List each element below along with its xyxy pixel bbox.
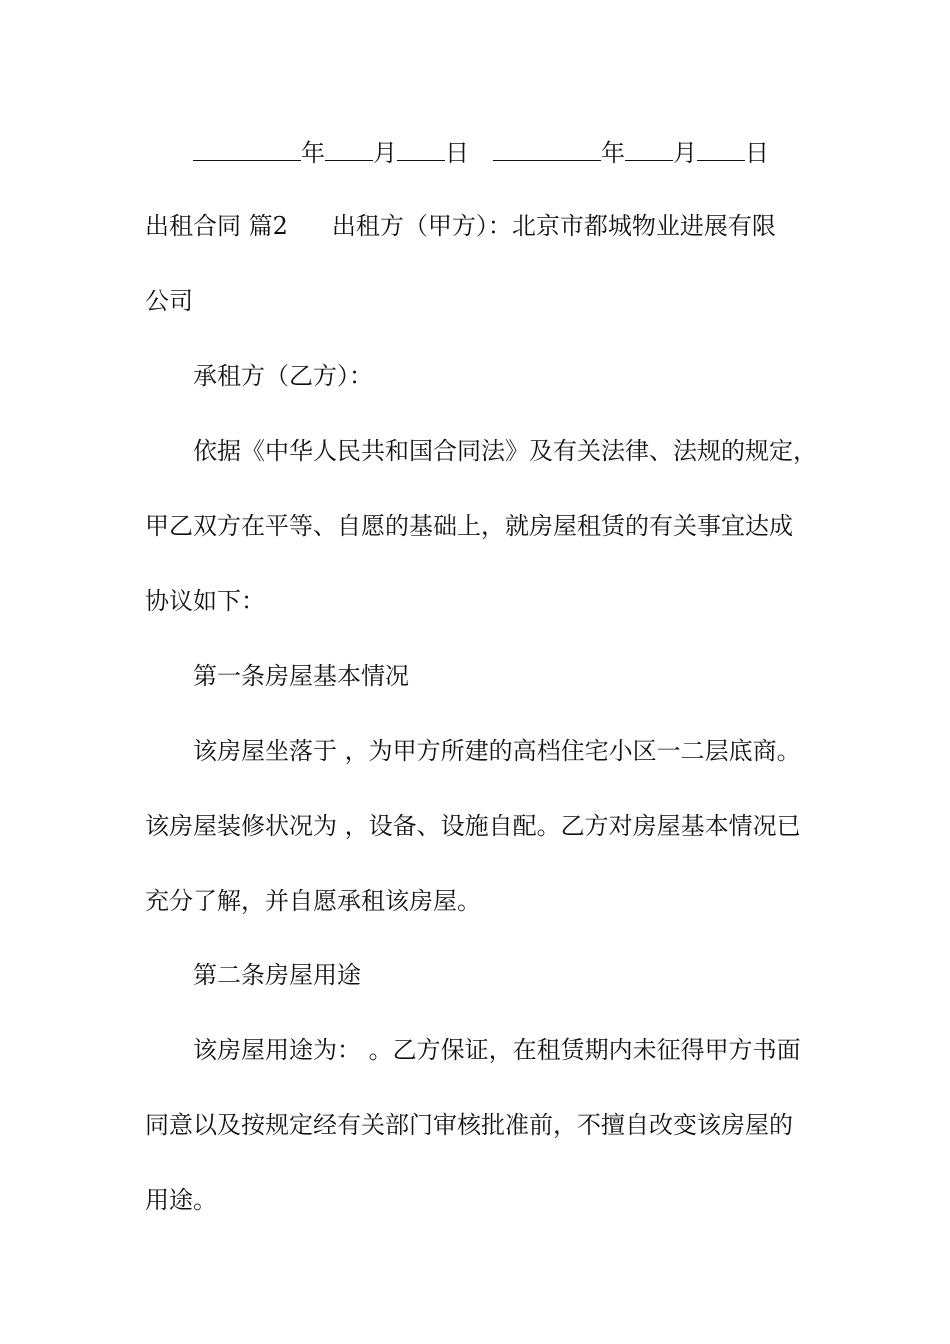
paragraph-line: 同意以及按规定经有关部门审核批准前，不擅自改变该房屋的 bbox=[145, 1111, 793, 1139]
paragraph-line: 该房屋用途为： 。乙方保证，在租赁期内未征得甲方书面 bbox=[193, 1036, 801, 1064]
year-blank-1 bbox=[193, 138, 301, 161]
day-label-2: 日 bbox=[745, 139, 769, 167]
paragraph-line: 依据《中华人民共和国合同法》及有关法律、法规的规定， bbox=[193, 437, 817, 465]
month-blank-2 bbox=[625, 138, 673, 161]
contract-title: 出租合同 篇2 bbox=[145, 212, 288, 240]
day-blank-1 bbox=[397, 138, 445, 161]
lessee-label: 承租方（乙方）： bbox=[193, 362, 373, 390]
year-label-1: 年 bbox=[301, 139, 325, 167]
contract-heading-line bbox=[145, 211, 825, 241]
month-label-2: 月 bbox=[673, 139, 697, 167]
paragraph-line: 协议如下： bbox=[145, 587, 265, 615]
paragraph-line: 用途。 bbox=[145, 1186, 217, 1214]
day-label-1: 日 bbox=[445, 139, 469, 167]
year-label-2: 年 bbox=[601, 139, 625, 167]
article-1-heading: 第一条房屋基本情况 bbox=[193, 662, 409, 690]
month-label-1: 月 bbox=[373, 139, 397, 167]
year-blank-2 bbox=[493, 138, 601, 161]
paragraph-line: 甲乙双方在平等、自愿的基础上，就房屋租赁的有关事宜达成 bbox=[145, 512, 793, 540]
day-blank-2 bbox=[697, 138, 745, 161]
lessor-label: 出租方（甲方）：北京市都城物业进展有限 bbox=[331, 212, 776, 240]
article-2-heading: 第二条房屋用途 bbox=[193, 961, 361, 989]
paragraph-line: 公司 bbox=[145, 287, 193, 315]
signature-date-line bbox=[193, 138, 873, 168]
paragraph-line: 该房屋装修状况为 ，设备、设施自配。乙方对房屋基本情况已 bbox=[145, 812, 801, 840]
paragraph-line: 该房屋坐落于 ，为甲方所建的高档住宅小区一二层底商。 bbox=[193, 737, 801, 765]
paragraph-line: 充分了解，并自愿承租该房屋。 bbox=[145, 887, 481, 915]
month-blank-1 bbox=[325, 138, 373, 161]
